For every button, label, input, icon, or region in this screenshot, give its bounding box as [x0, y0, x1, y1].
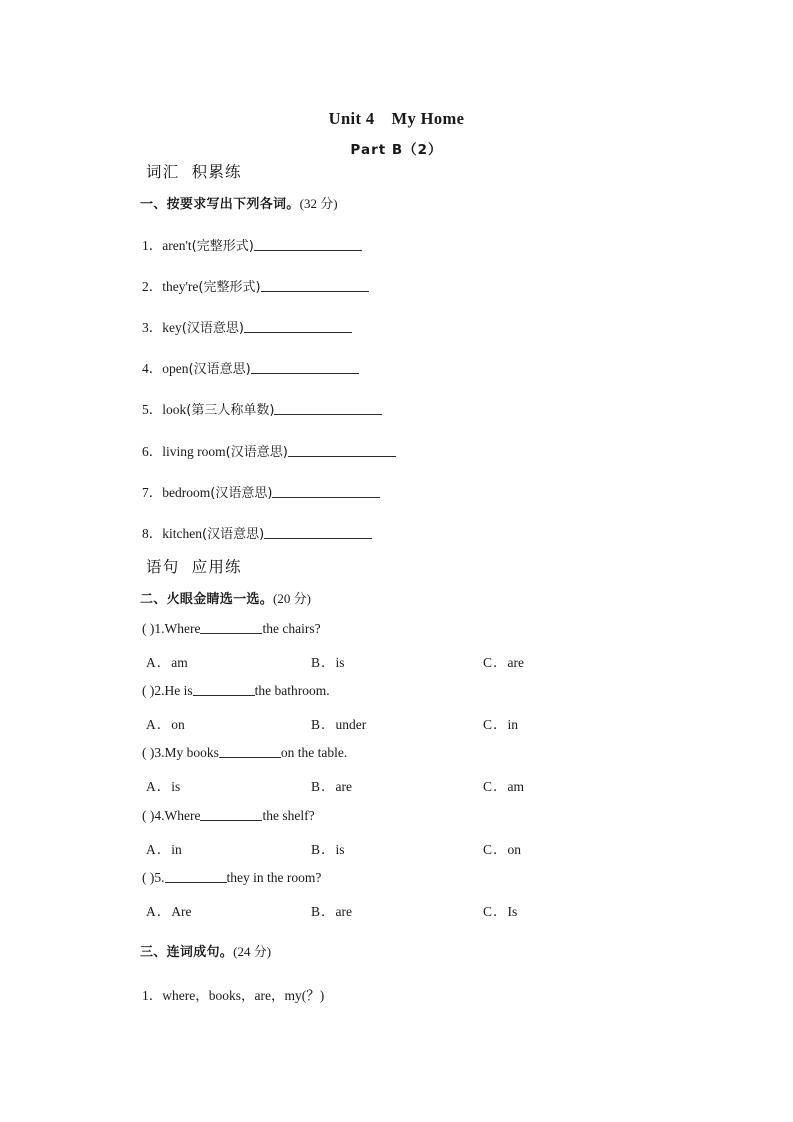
- choice-option-c-separator: ．: [493, 842, 507, 857]
- choice-option-a[interactable]: [146, 838, 182, 858]
- choice-options-row: [0, 651, 793, 669]
- choice-answer-parens[interactable]: ( ): [142, 744, 155, 760]
- vocab-item-word: they're: [162, 278, 199, 294]
- vocab-item-word: key: [162, 319, 182, 335]
- ordering-item: [142, 984, 324, 1004]
- vocab-item-number: 3．: [142, 319, 163, 335]
- choice-option-b-separator: ．: [321, 779, 335, 794]
- choice-answer-parens[interactable]: ( ): [142, 682, 155, 698]
- section-header-vocabulary: 词汇 积累练: [146, 163, 242, 181]
- choice-stem-blank[interactable]: [219, 744, 281, 758]
- vocab-item: [142, 443, 396, 459]
- vocab-item-hint: (完整形式): [198, 279, 261, 295]
- choice-question-number: 4.: [154, 807, 165, 823]
- vocab-item-number: 5．: [142, 401, 163, 417]
- vocab-item-number: 4．: [142, 360, 163, 376]
- vocab-answer-blank[interactable]: [254, 237, 362, 251]
- choice-option-c-label: C: [483, 717, 493, 732]
- choice-stem-after: the chairs?: [262, 620, 321, 636]
- question-heading-3: [140, 941, 271, 960]
- choice-option-b-text: is: [335, 842, 345, 857]
- vocab-answer-blank[interactable]: [244, 319, 352, 333]
- choice-options-row: [0, 775, 793, 793]
- choice-option-c[interactable]: [483, 838, 521, 858]
- choice-options-row: [0, 713, 793, 731]
- vocab-item: [142, 525, 372, 541]
- choice-option-c-text: are: [507, 655, 524, 670]
- vocab-item-number: 8．: [142, 525, 163, 541]
- choice-option-b[interactable]: [311, 651, 345, 671]
- choice-stem-after: on the table.: [280, 744, 348, 760]
- vocab-answer-blank[interactable]: [274, 401, 382, 415]
- choice-option-b[interactable]: [311, 713, 366, 733]
- choice-option-b-label: B: [311, 842, 321, 857]
- choice-options-row: [0, 900, 793, 918]
- choice-option-b-separator: ．: [321, 655, 335, 670]
- choice-option-c-text: am: [507, 779, 525, 794]
- choice-stem-blank[interactable]: [200, 620, 262, 634]
- choice-option-c-label: C: [483, 904, 493, 919]
- choice-option-b-separator: ．: [321, 904, 335, 919]
- choice-option-b[interactable]: [311, 775, 352, 795]
- choice-stem-blank[interactable]: [193, 682, 255, 696]
- choice-stem-blank[interactable]: [165, 869, 227, 883]
- vocab-item: [142, 401, 382, 417]
- vocab-item-hint: (汉语意思): [181, 320, 244, 336]
- vocab-item-hint: (汉语意思): [202, 526, 265, 542]
- choice-option-c-label: C: [483, 655, 493, 670]
- page-subtitle: Part B（2）: [350, 142, 443, 158]
- choice-option-b-text: are: [335, 779, 352, 794]
- choice-stem-blank[interactable]: [200, 807, 262, 821]
- choice-option-c-label: C: [483, 779, 493, 794]
- question-heading-1-text: 一、按要求写出下列各词。: [140, 197, 300, 212]
- choice-answer-parens[interactable]: ( ): [142, 620, 155, 636]
- choice-option-a-separator: ．: [156, 717, 171, 732]
- choice-question-number: 1.: [154, 620, 165, 636]
- vocab-item-hint: (完整形式): [191, 238, 254, 254]
- choice-question-number: 3.: [154, 744, 165, 760]
- question-heading-3-text: 三、连词成句。: [140, 945, 234, 960]
- vocab-item: [142, 484, 380, 500]
- vocab-item-word: aren't: [162, 237, 192, 253]
- vocab-item-hint: (第三人称单数): [186, 402, 275, 418]
- vocab-item-number: 2．: [142, 278, 163, 294]
- choice-question-stem: [142, 682, 330, 699]
- choice-option-a-label: A: [146, 842, 156, 857]
- choice-option-a-label: A: [146, 779, 156, 794]
- choice-option-a-separator: ．: [156, 779, 171, 794]
- choice-option-b-text: under: [335, 717, 367, 732]
- choice-stem-after: they in the room?: [226, 869, 322, 885]
- choice-option-c-separator: ．: [493, 904, 507, 919]
- choice-option-b[interactable]: [311, 900, 352, 920]
- choice-option-a-text: in: [171, 842, 182, 857]
- vocab-item: [142, 319, 352, 335]
- section-header-sentences: 语句 应用练: [146, 558, 242, 576]
- choice-stem-before: Where: [164, 620, 201, 636]
- vocab-item-hint: (汉语意思): [225, 444, 288, 460]
- question-heading-3-score: (24 分): [233, 944, 272, 959]
- choice-stem-before: Where: [164, 807, 201, 823]
- vocab-item: [142, 360, 359, 376]
- choice-option-b-label: B: [311, 655, 321, 670]
- vocab-item-number: 1．: [142, 237, 163, 253]
- choice-question-stem: [142, 807, 315, 824]
- question-heading-2: [140, 588, 311, 607]
- choice-stem-before: My books: [164, 744, 219, 760]
- vocab-item-word: kitchen: [162, 525, 202, 541]
- page-title: Unit 4 My Home: [328, 109, 465, 128]
- question-heading-1-score: (32 分): [299, 196, 338, 211]
- vocab-item: [142, 278, 369, 294]
- ordering-item-text: where，books，are，my(？): [162, 988, 325, 1003]
- choice-option-a-separator: ．: [156, 655, 171, 670]
- choice-option-b-text: are: [335, 904, 352, 919]
- choice-option-c-text: in: [507, 717, 519, 732]
- choice-option-c-separator: ．: [493, 717, 507, 732]
- choice-option-b-text: is: [335, 655, 345, 670]
- vocab-answer-blank[interactable]: [272, 484, 380, 498]
- vocab-item-number: 7．: [142, 484, 163, 500]
- choice-option-b-separator: ．: [321, 717, 335, 732]
- choice-option-a-separator: ．: [156, 904, 171, 919]
- choice-option-b[interactable]: [311, 838, 345, 858]
- choice-option-c-label: C: [483, 842, 493, 857]
- choice-option-c[interactable]: [483, 713, 518, 733]
- vocab-item: [142, 237, 362, 253]
- question-heading-2-score: (20 分): [273, 591, 311, 606]
- vocab-answer-blank[interactable]: [288, 443, 396, 457]
- choice-option-a-text: am: [171, 655, 188, 670]
- question-heading-1: [140, 193, 338, 212]
- choice-option-a-label: A: [146, 904, 156, 919]
- choice-option-c-separator: ．: [493, 655, 507, 670]
- choice-option-b-separator: ．: [321, 842, 335, 857]
- choice-option-a-separator: ．: [156, 842, 171, 857]
- choice-option-a-text: on: [171, 717, 185, 732]
- choice-option-c-text: on: [507, 842, 522, 857]
- ordering-item-number: 1．: [142, 988, 163, 1003]
- choice-option-a[interactable]: [146, 900, 192, 920]
- vocab-answer-blank[interactable]: [251, 360, 359, 374]
- choice-option-a[interactable]: [146, 713, 185, 733]
- choice-question-number: 5.: [154, 869, 165, 885]
- choice-question-stem: [142, 869, 321, 886]
- vocab-answer-blank[interactable]: [264, 525, 372, 539]
- choice-option-b-label: B: [311, 904, 321, 919]
- choice-question-stem: [142, 620, 321, 637]
- question-heading-2-text: 二、火眼金睛选一选。: [140, 592, 274, 607]
- choice-stem-after: the bathroom.: [254, 682, 330, 698]
- choice-option-c[interactable]: [483, 651, 524, 671]
- choice-option-a[interactable]: [146, 651, 188, 671]
- choice-option-c-separator: ．: [493, 779, 507, 794]
- vocab-item-number: 6．: [142, 443, 163, 459]
- choice-option-b-label: B: [311, 717, 321, 732]
- choice-option-a-text: Are: [171, 904, 192, 919]
- choice-option-a-label: A: [146, 655, 156, 670]
- choice-answer-parens[interactable]: ( ): [142, 869, 155, 885]
- choice-stem-after: the shelf?: [262, 807, 315, 823]
- vocab-item-word: open: [162, 360, 189, 376]
- choice-option-a-text: is: [171, 779, 181, 794]
- vocab-answer-blank[interactable]: [261, 278, 369, 292]
- choice-option-a-label: A: [146, 717, 156, 732]
- choice-option-b-label: B: [311, 779, 321, 794]
- choice-question-stem: [142, 744, 347, 761]
- choice-option-c-text: Is: [507, 904, 518, 919]
- choice-option-a[interactable]: [146, 775, 180, 795]
- vocab-item-word: look: [162, 401, 187, 417]
- vocab-item-word: living room: [162, 443, 226, 459]
- choice-stem-before: He is: [164, 682, 193, 698]
- choice-option-c[interactable]: [483, 900, 517, 920]
- vocab-item-hint: (汉语意思): [210, 485, 273, 501]
- choice-options-row: [0, 838, 793, 856]
- choice-question-number: 2.: [154, 682, 165, 698]
- vocab-item-hint: (汉语意思): [188, 361, 251, 377]
- vocab-item-word: bedroom: [162, 484, 211, 500]
- choice-option-c[interactable]: [483, 775, 524, 795]
- choice-answer-parens[interactable]: ( ): [142, 807, 155, 823]
